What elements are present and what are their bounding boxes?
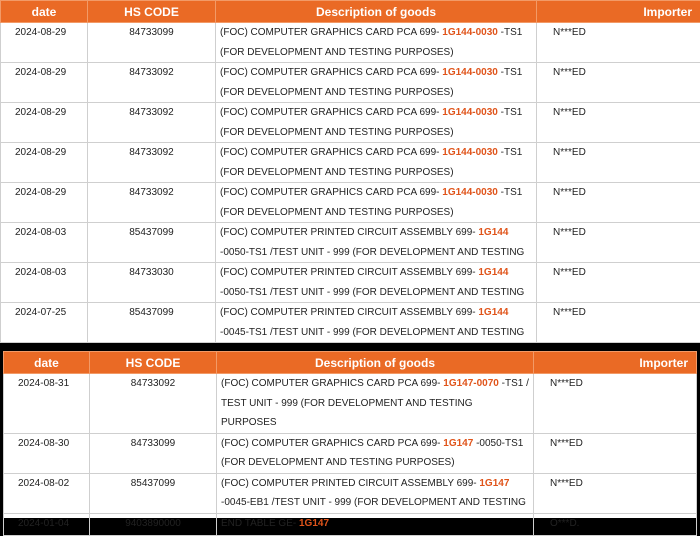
description-text: (FOC) COMPUTER GRAPHICS CARD PCA 699- [220,27,442,38]
cell-importer: N***ED [537,103,700,143]
column-header-date[interactable]: date [1,1,88,23]
cell-date: 2024-08-02 [4,473,90,513]
description-text: (FOC) COMPUTER PRINTED CIRCUIT ASSEMBLY 699- [220,227,478,238]
cell-importer: N***ED [537,63,700,103]
table-row[interactable] [1,143,700,183]
description-text-suffix: -TS1 (FOR DEVELOPMENT AND TESTING PURPOSES) [220,67,522,98]
table-row[interactable] [1,103,700,143]
description-text-suffix: -TS1 (FOR DEVELOPMENT AND TESTING PURPOSES) [220,27,522,58]
table-row[interactable] [1,183,700,223]
column-header-date[interactable]: date [4,352,90,374]
description-text: (FOC) COMPUTER GRAPHICS CARD PCA 699- [221,378,443,389]
table-body-1 [1,23,700,343]
description-text-suffix: -0050-TS1 (FOR DEVELOPMENT AND TESTING PURPOSES) [221,438,523,469]
highlighted-part-number: 1G144-0030 [442,187,498,198]
highlighted-part-number: 1G144 [478,227,508,238]
description-text: (FOC) COMPUTER PRINTED CIRCUIT ASSEMBLY 699- [220,267,478,278]
cell-description [216,223,537,263]
highlighted-part-number: 1G147-0070 [443,378,499,389]
shipment-table-panel-2 [3,351,696,518]
cell-importer: N***ED [537,183,700,223]
cell-importer: N***ED [534,433,697,473]
column-header-importer[interactable]: Importer [534,352,697,374]
cell-date: 2024-01-04 [4,513,90,535]
cell-description [216,23,537,63]
table-header-row [4,352,697,374]
cell-importer: N***ED [534,374,697,434]
table-row[interactable] [4,473,697,513]
table-row[interactable] [1,263,700,303]
cell-importer: N***ED [534,473,697,513]
highlighted-part-number: 1G144-0030 [442,27,498,38]
cell-importer: N***ED [537,303,700,343]
highlighted-part-number: 1G144 [478,267,508,278]
cell-date: 2024-08-29 [1,23,88,63]
cell-importer: N***ED [537,23,700,63]
description-text-suffix: -TS1 (FOR DEVELOPMENT AND TESTING PURPOSES) [220,187,522,218]
cell-hs-code: 84733092 [88,183,216,223]
column-header-hs-code[interactable]: HS CODE [90,352,217,374]
description-text: (FOC) COMPUTER GRAPHICS CARD PCA 699- [221,438,443,449]
table-row[interactable] [1,303,700,343]
description-text: END TABLE GE- [221,518,299,529]
cell-date: 2024-08-29 [1,103,88,143]
cell-date: 2024-08-29 [1,183,88,223]
cell-description [217,374,534,434]
highlighted-part-number: 1G144 [478,307,508,318]
highlighted-part-number: 1G144-0030 [442,107,498,118]
cell-date: 2024-08-03 [1,223,88,263]
description-text-suffix: -0045-EB1 /TEST UNIT - 999 (FOR DEVELOPMENT AND TESTING [221,497,526,508]
cell-importer: N***ED [537,223,700,263]
cell-hs-code: 84733099 [90,433,217,473]
cell-date: 2024-08-03 [1,263,88,303]
description-text-suffix: -TS1 (FOR DEVELOPMENT AND TESTING PURPOSES) [220,107,522,138]
cell-importer: N***ED [537,143,700,183]
table-body-2 [4,374,697,536]
column-header-description[interactable]: Description of goods [217,352,534,374]
cell-hs-code: 85437099 [88,223,216,263]
cell-description [216,63,537,103]
description-text: (FOC) COMPUTER GRAPHICS CARD PCA 699- [220,107,442,118]
cell-date: 2024-08-29 [1,143,88,183]
description-text: (FOC) COMPUTER PRINTED CIRCUIT ASSEMBLY 699- [221,478,479,489]
column-header-importer[interactable]: Importer [537,1,700,23]
description-text-suffix: -TS1 (FOR DEVELOPMENT AND TESTING PURPOSES) [220,147,522,178]
column-header-hs-code[interactable]: HS CODE [88,1,216,23]
highlighted-part-number: 1G144-0030 [442,67,498,78]
cell-importer: N***ED [537,263,700,303]
cell-hs-code: 84733030 [88,263,216,303]
table-row[interactable] [4,513,697,535]
highlighted-part-number: 1G147 [443,438,473,449]
table-row[interactable] [1,223,700,263]
table-row[interactable] [4,374,697,434]
cell-description [216,303,537,343]
cell-description [216,183,537,223]
description-text: (FOC) COMPUTER GRAPHICS CARD PCA 699- [220,187,442,198]
description-text-suffix: -TS1 / TEST UNIT - 999 (FOR DEVELOPMENT AND TESTING PURPOSES [221,378,529,428]
cell-date: 2024-08-30 [4,433,90,473]
description-text: (FOC) COMPUTER PRINTED CIRCUIT ASSEMBLY 699- [220,307,478,318]
cell-date: 2024-07-25 [1,303,88,343]
cell-hs-code: 84733092 [88,143,216,183]
cell-description [217,513,534,535]
description-text-suffix: -0050-TS1 /TEST UNIT - 999 (FOR DEVELOPMENT AND TESTING [220,287,524,298]
cell-hs-code: 84733092 [88,63,216,103]
description-text-suffix: -0045-TS1 /TEST UNIT - 999 (FOR DEVELOPMENT AND TESTING [220,327,524,338]
cell-hs-code: 84733099 [88,23,216,63]
cell-description [216,103,537,143]
highlighted-part-number: 1G147 [479,478,509,489]
cell-hs-code: 85437099 [88,303,216,343]
description-text: (FOC) COMPUTER GRAPHICS CARD PCA 699- [220,147,442,158]
cell-hs-code: 84733092 [88,103,216,143]
description-text-suffix: -0050-TS1 /TEST UNIT - 999 (FOR DEVELOPMENT AND TESTING [220,247,524,258]
cell-description [216,143,537,183]
cell-importer: O***D. [534,513,697,535]
cell-description [216,263,537,303]
cell-hs-code: 84733092 [90,374,217,434]
table-header-row [1,1,700,23]
table-row[interactable] [1,23,700,63]
description-text: (FOC) COMPUTER GRAPHICS CARD PCA 699- [220,67,442,78]
shipment-table-2 [3,351,697,536]
cell-date: 2024-08-31 [4,374,90,434]
table-row[interactable] [4,433,697,473]
table-row[interactable] [1,63,700,103]
cell-description [217,433,534,473]
cell-hs-code: 9403890000 [90,513,217,535]
cell-description [217,473,534,513]
column-header-description[interactable]: Description of goods [216,1,537,23]
highlighted-part-number: 1G147 [299,518,329,529]
cell-hs-code: 85437099 [90,473,217,513]
highlighted-part-number: 1G144-0030 [442,147,498,158]
cell-date: 2024-08-29 [1,63,88,103]
